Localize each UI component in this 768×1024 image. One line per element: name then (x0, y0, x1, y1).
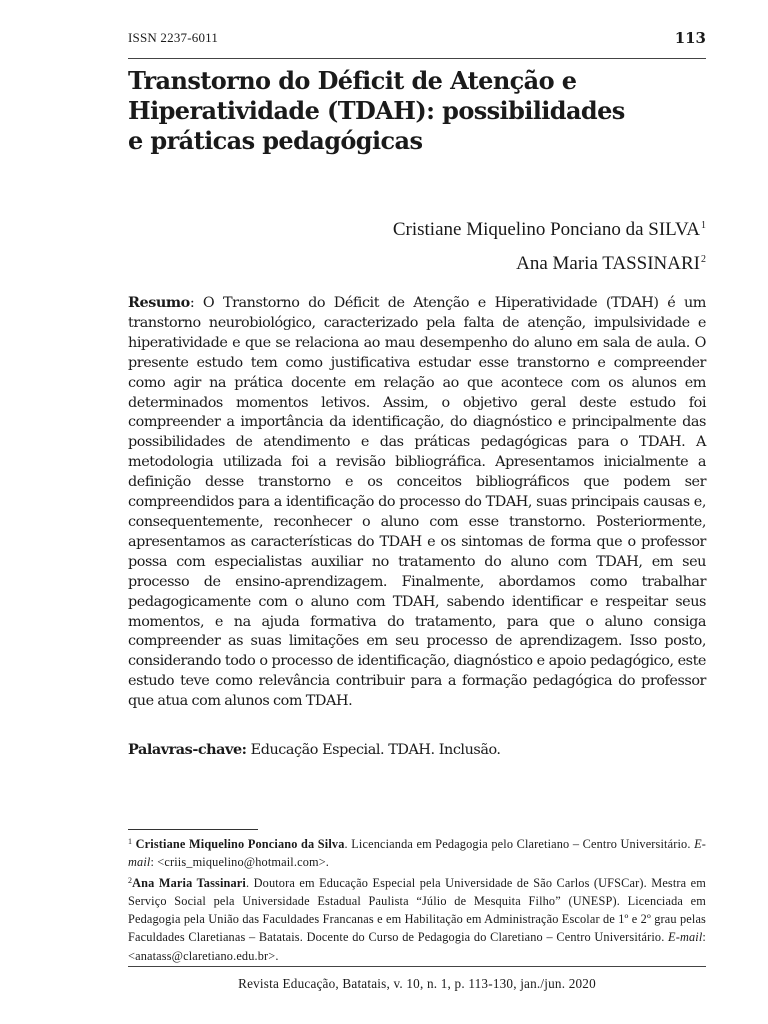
keywords-label: Palavras-chave (128, 741, 242, 758)
keywords-text: Educação Especial. TDAH. Inclusão. (250, 742, 501, 758)
title-line-2: Hiperatividade (TDAH): possibilidades (128, 96, 625, 125)
footnote-1-mark: 1 (128, 837, 133, 846)
keywords: Palavras-chave: Educação Especial. TDAH. Inclusão. (128, 741, 501, 758)
footnote-rule (128, 829, 258, 830)
footnote-2-email: : <anatass@claretiano.edu.br>. (128, 930, 706, 963)
author-2 (516, 253, 706, 275)
author-1 (393, 219, 706, 241)
title-line-3: e práticas pedagógicas (128, 126, 423, 155)
footnote-1-email: : <criis_miquelino@hotmail.com>. (150, 855, 330, 870)
footnote-2-name: Ana Maria Tassinari (132, 875, 246, 890)
issn-label: ISSN 2237-6011 (128, 30, 219, 45)
title-line-1: Transtorno do Déficit de Atenção e (128, 66, 577, 95)
footnotes (128, 833, 706, 965)
footnote-2-text: . Doutora em Educação Especial pela Universidade de São Carlos (UFSCar). Mestra em Serviço Social pela Universidade Estadual Paulista “Júlio de Mesquita Filho” (UNESP). Licenciada em Pedagogia pela União das Faculdades Francanas e em Habilitação em Administração Escolar de 1º e 2º grau pelas Faculdades Claretianas – Batatais. Docente do Curso de Pedagogia do Claretiano – Centro Universitário. (128, 875, 706, 945)
author-2-footnote-mark: 2 (701, 254, 706, 265)
footnote-2 (128, 872, 706, 965)
journal-citation: Revista Educação, Batatais, v. 10, n. 1, p. 113-130, jan./jun. 2020 (238, 976, 596, 991)
author-1-name: Cristiane Miquelino Ponciano da SILVA (392, 219, 700, 240)
footnote-1-email-label: E-mail (128, 837, 706, 870)
article-title (128, 66, 688, 156)
footnote-1 (128, 833, 706, 872)
footnote-2-mark: 2 (128, 875, 133, 885)
header-rule (128, 58, 706, 59)
footer-rule (128, 966, 706, 967)
author-2-name: Ana Maria TASSINARI (516, 253, 700, 274)
footnote-1-text: . Licencianda em Pedagogia pelo Claretiano – Centro Universitário. (344, 837, 695, 851)
footnote-2-email-label: E-mail (668, 930, 703, 945)
running-header (128, 26, 706, 48)
abstract: Resumo: O Transtorno do Déficit de Atenção e Hiperatividade (TDAH) é um transtorno neurobiológico, caracterizado pela falta de atenção, impulsividade e hiperatividade e que se relaciona ao mau desempenho do aluno em sala de aula. O presente estudo tem como justificativa estudar esse transtorno e compreender como agir na prática docente em relação ao que acontece com os alunos em determinados momentos letivos. Assim, o objetivo geral deste estudo foi compreender a importância da identificação, do diagnóstico e principalmente das possibilidades de atendimento e das práticas pedagógicas para o TDAH. A metodologia utilizada foi a revisão bibliográfica. Apresentamos inicialmente a definição desse transtorno e os conceitos bibliográficos que podem ser compreendidos para a identificação do processo do TDAH, suas principais causas e, consequentemente, reconhecer o aluno com esse transtorno. Posteriormente, apresentamos as características do TDAH e os sintomas de forma que o professor possa com especialistas auxiliar no tratamento do aluno com TDAH, em seu processo de ensino-aprendizagem. Finalmente, abordamos como trabalhar pedagogicamente com o aluno com TDAH, sabendo identificar e respeitar seus momentos, e na ajuda formativa do tratamento, para que o aluno consiga compreender as suas limitações em seu processo de aprendizagem. Isso posto, considerando todo o processo de identificação, diagnóstico e apoio pedagógico, este estudo teve como relevância contribuir para a formação pedagógica do professor que atua com alunos com TDAH. (128, 294, 706, 710)
page-number: 113 (674, 29, 706, 47)
abstract-label: Resumo (128, 294, 190, 311)
author-1-footnote-mark: 1 (701, 220, 706, 231)
abstract-text: O Transtorno do Déficit de Atenção e Hiperatividade (TDAH) é um transtorno neurobiológico, caracterizado pela falta de atenção, impulsividade e hiperatividade e que se relaciona ao mau desempenho do aluno em sala de aula. O presente estudo tem como justificativa estudar esse transtorno e compreender como agir na prática docente em relação ao que acontece com os alunos em determinados momentos letivos. Assim, o objetivo geral deste estudo foi compreender a importância da identificação, do diagnóstico e principalmente das possibilidades de atendimento e das práticas pedagógicas para o TDAH. A metodologia utilizada foi a revisão bibliográfica. Apresentamos inicialmente a definição desse transtorno e os conceitos bibliográficos que podem ser compreendidos para a identificação do processo do TDAH, suas principais causas e, consequentemente, reconhecer o aluno com esse transtorno. Posteriormente, apresentamos as características do TDAH e os sintomas de forma que o professor possa com especialistas auxiliar no tratamento do aluno com TDAH, em seu processo de ensino-aprendizagem. Finalmente, abordamos como trabalhar pedagogicamente com o aluno com TDAH, sabendo identificar e respeitar seus momentos, e na ajuda formativa do tratamento, para que o aluno consiga compreender as suas limitações em seu processo de aprendizagem. Isso posto, considerando todo o processo de identificação, diagnóstico e apoio pedagógico, este estudo teve como relevância contribuir para a formação pedagógica do professor que atua com alunos com TDAH. (128, 295, 706, 710)
footnote-1-name: Cristiane Miquelino Ponciano da Silva (135, 837, 345, 851)
